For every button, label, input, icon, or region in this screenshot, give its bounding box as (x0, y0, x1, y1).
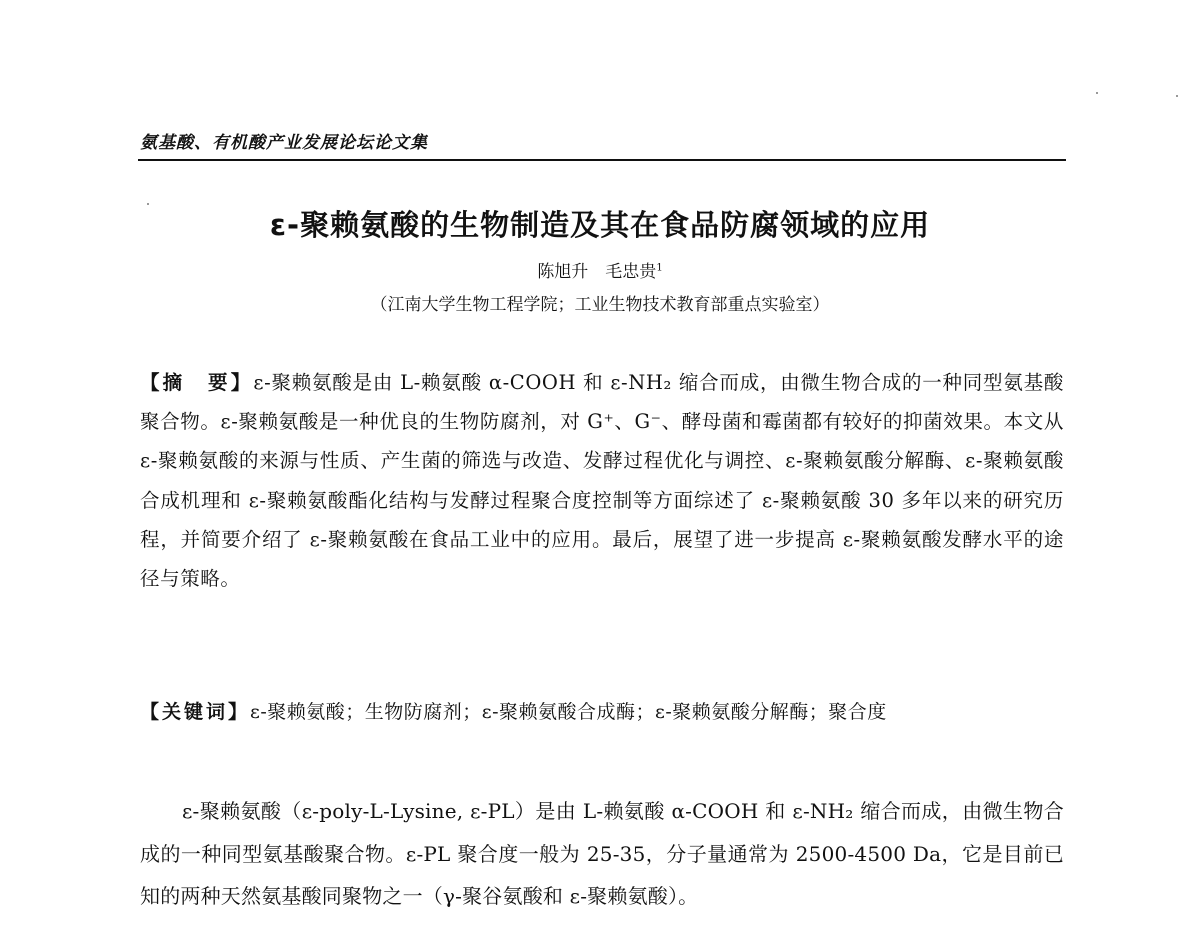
authors: 陈旭升 毛忠贵 (537, 262, 657, 282)
body-paragraph: ε-聚赖氨酸（ε-poly-L-Lysine, ε-PL）是由 L-赖氨酸 α-COOH 和 ε-NH₂ 缩合而成，由微生物合成的一种同型氨基酸聚合物。ε-PL 聚合度一般为 25-35，分子量通常为 2500-4500 Da，它是目前已知的两种天然氨基酸同聚物之一（γ-聚谷氨酸和 ε-聚赖氨酸）。 (140, 799, 1065, 908)
keywords-text: ε-聚赖氨酸；生物防腐剂；ε-聚赖氨酸合成酶；ε-聚赖氨酸分解酶；聚合度 (250, 701, 887, 723)
keywords-label: 【关键词】 (140, 701, 251, 723)
running-head: 氨基酸、有机酸产业发展论坛论文集 (140, 133, 428, 153)
affiliation: （江南大学生物工程学院；工业生物技术教育部重点实验室） (370, 295, 830, 315)
scan-speck (1096, 92, 1098, 94)
keywords (140, 697, 1064, 724)
header-rule (138, 159, 1066, 161)
abstract-text: ε-聚赖氨酸是由 L-赖氨酸 α-COOH 和 ε-NH₂ 缩合而成，由微生物合成的一种同型氨基酸聚合物。ε-聚赖氨酸是一种优良的生物防腐剂，对 G⁺、G⁻、酵母菌和霉菌都有较好的抑菌效果。本文从 ε-聚赖氨酸的来源与性质、产生菌的筛选与改造、发酵过程优化与调控、ε-聚赖氨酸分解酶、ε-聚赖氨酸合成机理和 ε-聚赖氨酸酯化结构与发酵过程聚合度控制等方面综述了 ε-聚赖氨酸 30 多年以来的研究历程，并简要介绍了 ε-聚赖氨酸在食品工业中的应用。最后，展望了进一步提高 ε-聚赖氨酸发酵水平的途径与策略。 (140, 371, 1064, 591)
author-footnote-marker: 1 (656, 262, 663, 274)
scan-speck (147, 203, 149, 205)
article-title: ε-聚赖氨酸的生物制造及其在食品防腐领域的应用 (269, 208, 931, 242)
abstract-label: 【摘 要】 (140, 371, 254, 394)
abstract (140, 363, 1064, 598)
scan-speck (1176, 95, 1178, 97)
author-line (0, 257, 1200, 282)
